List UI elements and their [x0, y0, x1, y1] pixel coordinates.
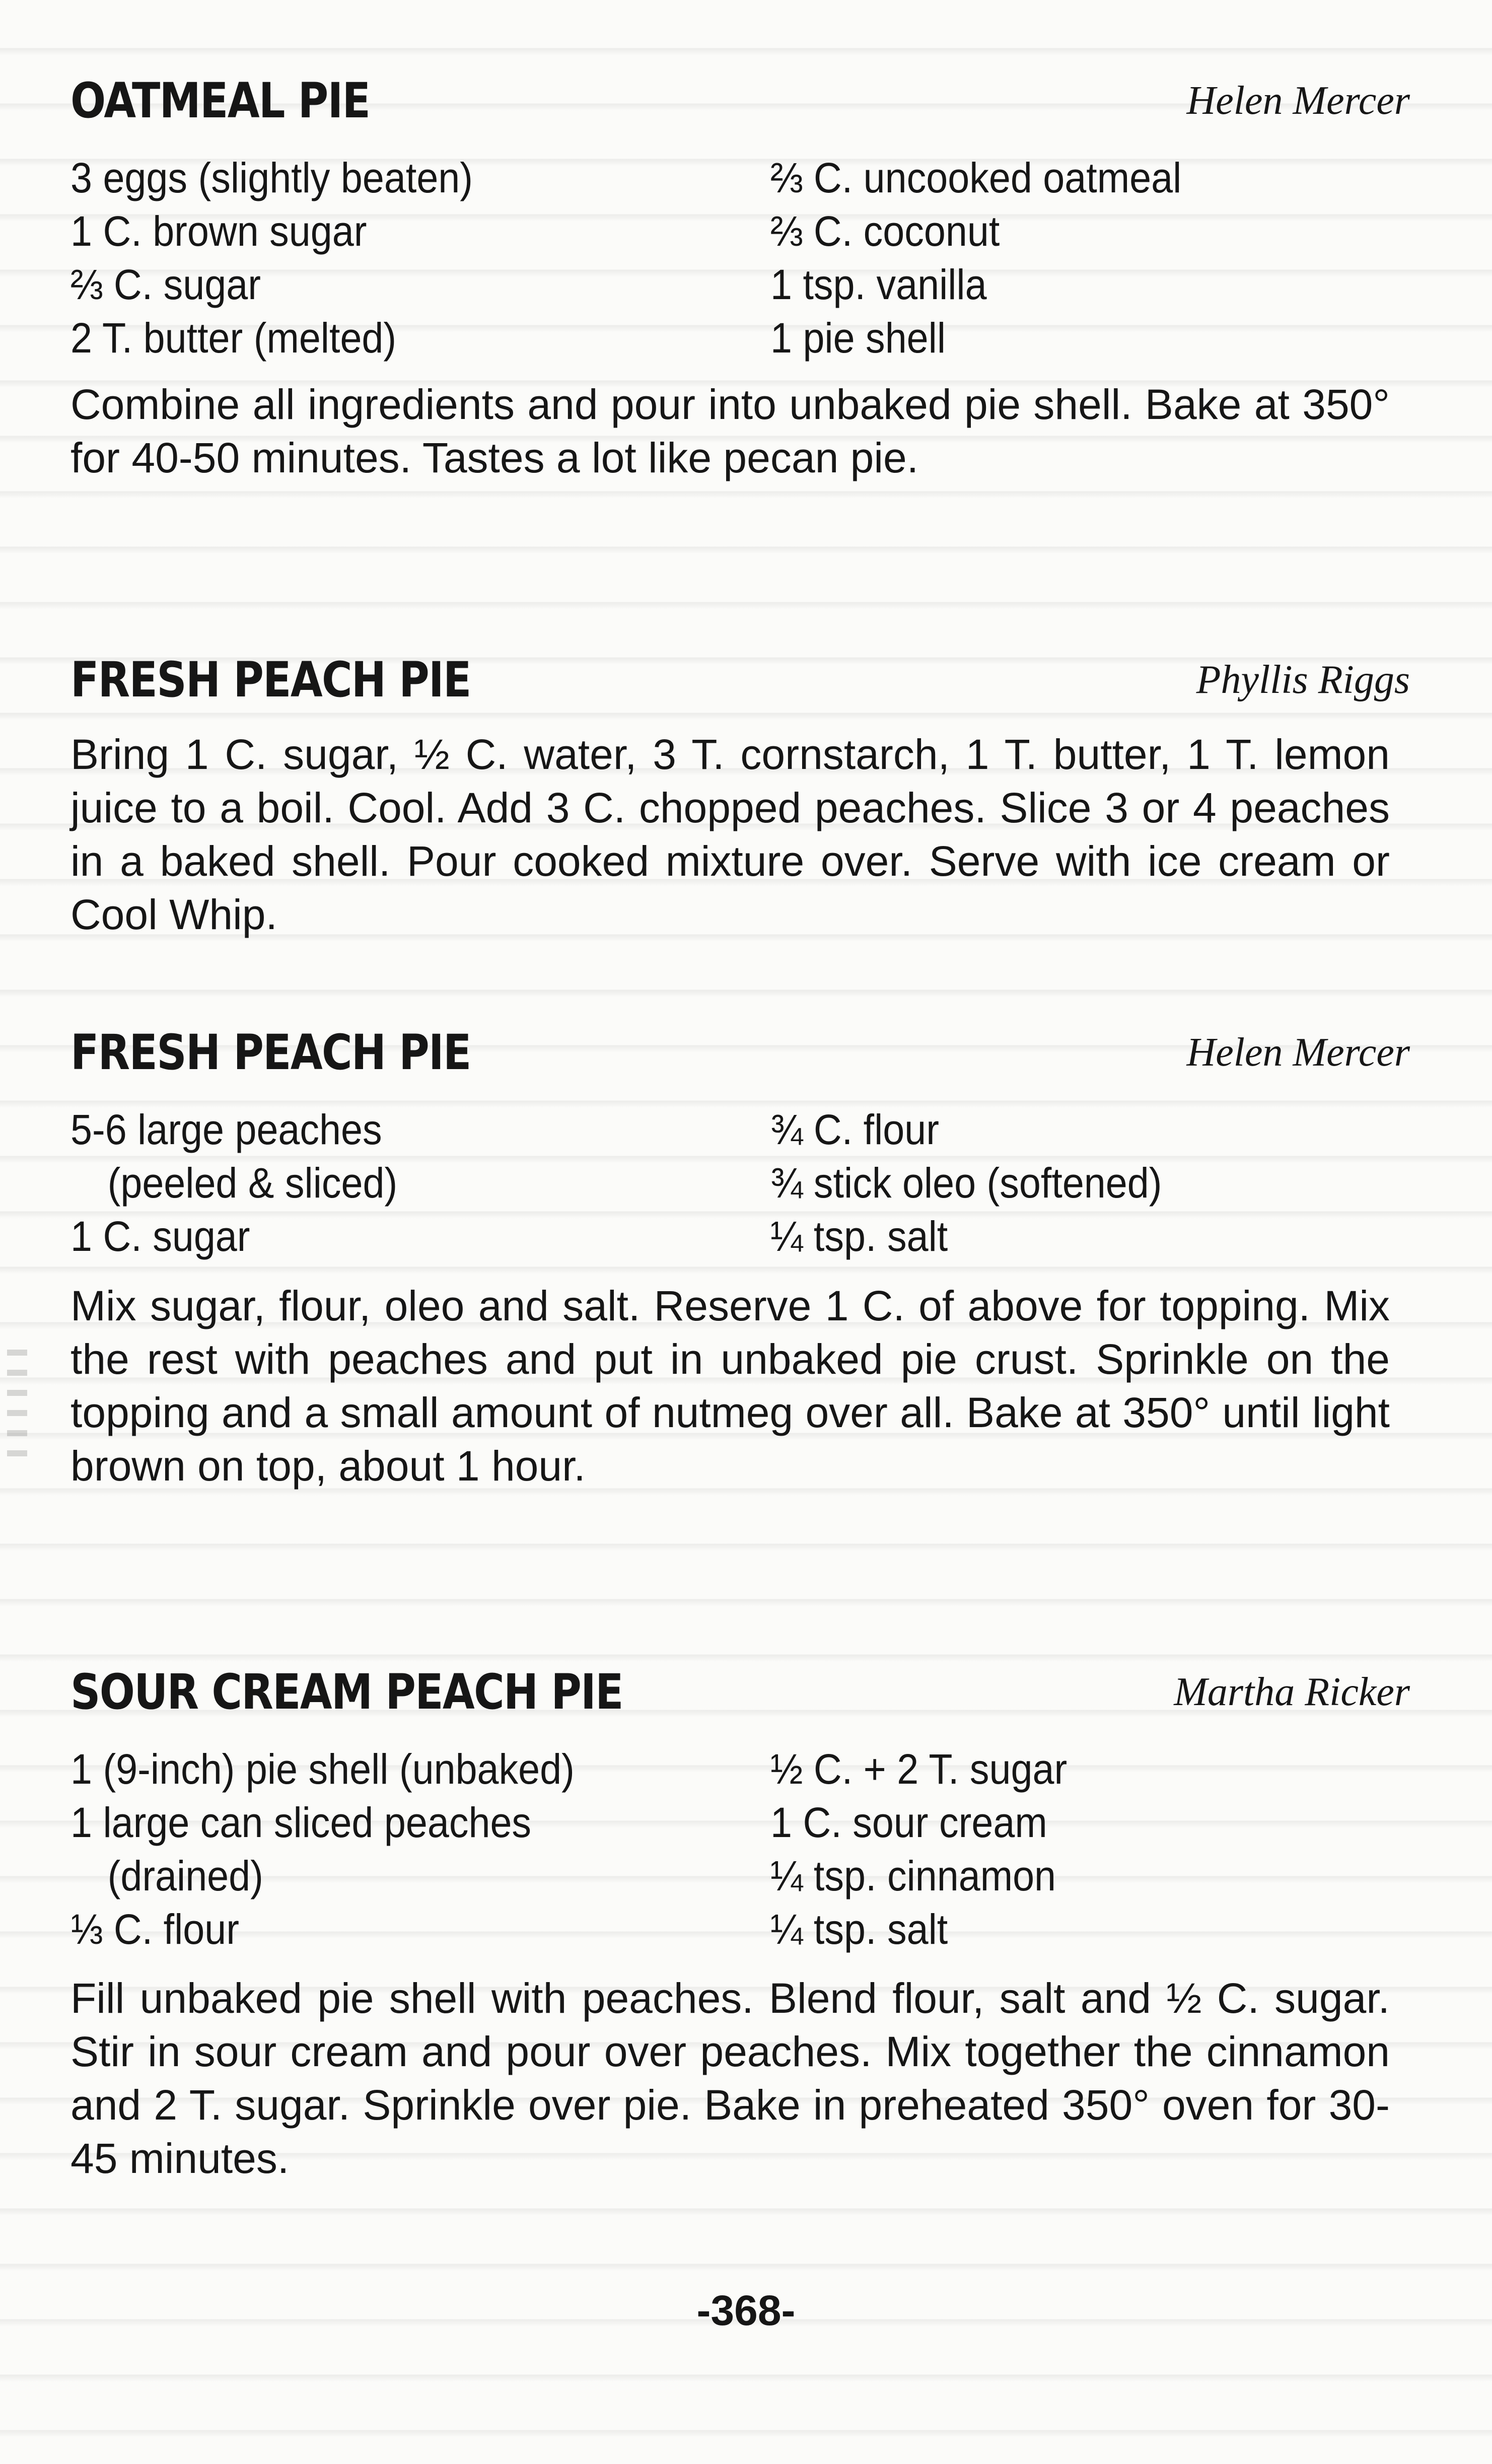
ingredient-column-left — [70, 1742, 618, 1956]
page-number: -368- — [696, 2287, 796, 2334]
ingredient: ⅔ C. uncooked oatmeal — [770, 154, 1182, 201]
recipe-header — [60, 65, 1410, 136]
recipe-title: OATMEAL PIE — [70, 73, 370, 129]
recipe-author: Helen Mercer — [1186, 1030, 1410, 1075]
ingredient: 1 pie shell — [770, 314, 946, 362]
ingredient: 1 C. brown sugar — [70, 207, 367, 255]
ingredient: ⅓ C. flour — [70, 1906, 240, 1953]
ingredient: ½ C. + 2 T. sugar — [770, 1745, 1068, 1793]
recipe-fresh-peach-pie-riggs — [60, 645, 1410, 938]
recipe-oatmeal-pie — [60, 65, 1410, 481]
ingredient: 1 C. sour cream — [770, 1799, 1047, 1846]
ingredient-column-right — [770, 1742, 1093, 1956]
ingredient: 3 eggs (slightly beaten) — [70, 154, 473, 201]
ingredient-column-right — [770, 1103, 1196, 1263]
ingredient: (peeled & sliced) — [107, 1159, 398, 1207]
ingredient: ¾ C. flour — [770, 1106, 940, 1153]
recipe-header — [60, 1657, 1410, 1727]
ingredient: ⅔ C. sugar — [70, 261, 261, 308]
ingredient: 1 large can sliced peaches — [70, 1799, 532, 1846]
recipe-title: SOUR CREAM PEACH PIE — [70, 1664, 623, 1720]
ingredient: ⅔ C. coconut — [770, 207, 1000, 255]
recipe-author: Martha Ricker — [1174, 1670, 1410, 1714]
recipe-instructions: Bring 1 C. sugar, ½ C. water, 3 T. cornstarch, 1 T. butter, 1 T. lemon juice to a boil. Cool. Add 3 C. chopped peaches. Slice 3 or 4 peaches in a baked shell. Pour cooked mixture over. Serve with ice cream or Cool Whip. — [70, 731, 1390, 938]
ingredient: 1 (9-inch) pie shell (unbaked) — [70, 1745, 575, 1793]
ingredient-list — [60, 1742, 1410, 1956]
recipe-header — [60, 645, 1410, 715]
ingredient-column-left — [70, 151, 508, 365]
recipe-title: FRESH PEACH PIE — [70, 1024, 471, 1081]
ingredient-list — [60, 151, 1410, 365]
recipe-instructions: Combine all ingredients and pour into unbaked pie shell. Bake at 350° for 40-50 minutes. Tastes a lot like pecan pie. — [70, 381, 1390, 481]
ingredient: 5-6 large peaches — [70, 1106, 382, 1153]
margin-mark — [7, 1350, 27, 1465]
ingredient: ¼ tsp. salt — [770, 1213, 948, 1260]
ingredient-column-left — [70, 1103, 426, 1263]
recipe-author: Helen Mercer — [1186, 79, 1410, 123]
recipe-title: FRESH PEACH PIE — [70, 652, 471, 708]
recipe-instructions: Mix sugar, flour, oleo and salt. Reserve 1 C. of above for topping. Mix the rest with peaches and put in unbaked pie crust. Sprinkle on the topping and a small amount of nutmeg over all. Bake at 350° until light brown on top, about 1 hour. — [70, 1282, 1390, 1490]
recipe-sour-cream-peach-pie — [60, 1657, 1410, 2182]
ingredient: ¾ stick oleo (softened) — [770, 1159, 1162, 1207]
ingredient: ¼ tsp. salt — [770, 1906, 948, 1953]
ingredient-list — [60, 1103, 1410, 1263]
recipe-fresh-peach-pie-mercer — [60, 1017, 1410, 1490]
recipe-instructions: Fill unbaked pie shell with peaches. Blend flour, salt and ½ C. sugar. Stir in sour cream and pour over peaches. Mix together the cinnamon and 2 T. sugar. Sprinkle over pie. Bake in preheated 350° oven for 30-45 minutes. — [70, 1975, 1390, 2182]
ingredient: 1 C. sugar — [70, 1213, 250, 1260]
ingredient: 2 T. butter (melted) — [70, 314, 397, 362]
recipe-author: Phyllis Riggs — [1196, 658, 1410, 702]
recipe-header — [60, 1017, 1410, 1088]
ingredient-column-right — [770, 151, 1217, 365]
ingredient: 1 tsp. vanilla — [770, 261, 987, 308]
ingredient: (drained) — [107, 1852, 263, 1899]
ingredient: ¼ tsp. cinnamon — [770, 1852, 1056, 1899]
